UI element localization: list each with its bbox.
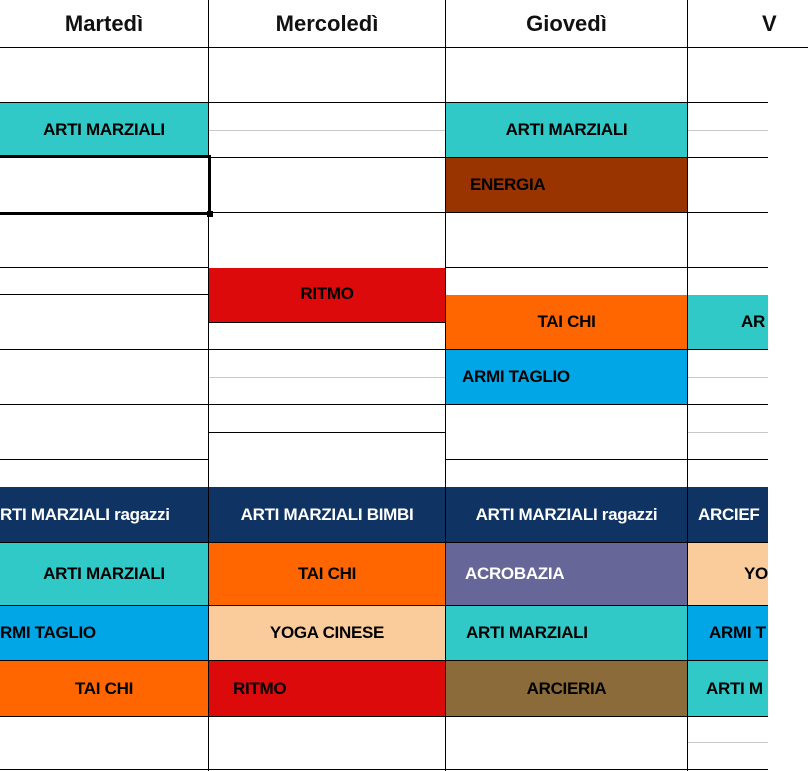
- class-label: YO: [744, 564, 768, 583]
- class-block-ven-ar-1[interactable]: [688, 295, 768, 350]
- class-block-mer-yoga-cinese[interactable]: [209, 606, 446, 661]
- class-block-gio-arcieria[interactable]: [446, 661, 688, 717]
- header-martedi[interactable]: Martedì: [0, 0, 209, 48]
- class-label: RMI TAGLIO: [0, 623, 96, 642]
- selected-cell-outline[interactable]: [0, 155, 211, 215]
- row-line: [0, 267, 208, 268]
- row-line: [209, 404, 445, 405]
- row-line: [209, 102, 445, 103]
- row-line: [688, 459, 768, 460]
- row-line: [0, 769, 768, 770]
- class-block-mar-armi-taglio[interactable]: [0, 606, 209, 661]
- class-label: RTI MARZIALI ragazzi: [0, 504, 170, 524]
- row-line: [0, 459, 208, 460]
- class-label: RITMO: [233, 678, 287, 698]
- row-line: [688, 377, 768, 378]
- row-line: [688, 130, 768, 131]
- class-label: ENERGIA: [470, 175, 546, 194]
- class-block-mar-arti-marziali-ragazzi[interactable]: [0, 487, 209, 543]
- row-line: [209, 432, 445, 433]
- class-block-mer-arti-marziali-bimbi[interactable]: [209, 487, 446, 543]
- class-label: ARCIEF: [698, 504, 760, 524]
- class-label: ARMI T: [709, 623, 766, 642]
- row-line: [0, 294, 208, 295]
- class-label: AR: [741, 312, 765, 331]
- class-block-mer-tai-chi[interactable]: [209, 543, 446, 606]
- row-line: [446, 267, 688, 268]
- class-label: ARTI MARZIALI: [505, 120, 628, 139]
- class-block-gio-arti-marziali-2[interactable]: [446, 606, 688, 661]
- class-label: ARTI MARZIALI: [43, 564, 165, 583]
- class-block-gio-arti-marziali-1[interactable]: [446, 103, 688, 158]
- row-line: [688, 742, 768, 743]
- class-block-ven-arcieria-1[interactable]: [688, 487, 768, 543]
- class-block-gio-energia[interactable]: [446, 158, 688, 213]
- class-label: TAI CHI: [74, 678, 134, 698]
- header-venerdi-partial[interactable]: V: [688, 0, 808, 48]
- class-label: ACROBAZIA: [465, 564, 565, 583]
- row-line: [0, 349, 208, 350]
- row-line: [688, 157, 768, 158]
- row-line: [209, 212, 445, 213]
- row-line: [688, 404, 768, 405]
- row-line: [446, 459, 688, 460]
- class-block-mar-tai-chi[interactable]: [0, 661, 209, 717]
- class-label: ARTI MARZIALI ragazzi: [475, 504, 658, 524]
- class-label: ARTI MARZIALI BIMBI: [240, 504, 414, 524]
- row-line: [209, 130, 445, 131]
- class-label: ARMI TAGLIO: [462, 367, 570, 386]
- class-block-gio-armi-taglio-1[interactable]: [446, 350, 688, 405]
- class-label: TAI CHI: [537, 312, 596, 331]
- class-block-mar-arti-marziali-2[interactable]: [0, 543, 209, 606]
- class-block-gio-acrobazia[interactable]: [446, 543, 688, 606]
- class-block-gio-arti-marziali-ragazzi[interactable]: [446, 487, 688, 543]
- row-line: [209, 157, 445, 158]
- class-block-ven-armi[interactable]: [688, 606, 768, 661]
- class-block-mer-ritmo-1[interactable]: [209, 268, 446, 323]
- header-giovedi[interactable]: Giovedì: [446, 0, 688, 48]
- row-line: [688, 212, 768, 213]
- fill-handle[interactable]: [207, 211, 213, 217]
- class-label: ARTI M: [706, 678, 763, 698]
- row-line: [688, 432, 768, 433]
- class-label: TAI CHI: [297, 564, 357, 583]
- class-block-mer-ritmo-2[interactable]: [209, 661, 446, 717]
- row-line: [209, 377, 445, 378]
- class-label: ARTI MARZIALI: [43, 120, 165, 139]
- class-label: RITMO: [300, 284, 354, 303]
- class-block-ven-yoga[interactable]: [688, 543, 768, 606]
- row-line: [0, 404, 208, 405]
- class-label: YOGA CINESE: [269, 623, 385, 642]
- row-line: [209, 349, 445, 350]
- class-label: ARCIERIA: [526, 678, 607, 698]
- class-label: ARTI MARZIALI: [466, 623, 588, 642]
- header-mercoledi[interactable]: Mercoledì: [209, 0, 446, 48]
- class-block-ven-arti-m[interactable]: [688, 661, 768, 717]
- row-line: [688, 267, 768, 268]
- row-line: [688, 102, 768, 103]
- class-block-gio-tai-chi-1[interactable]: [446, 295, 688, 350]
- class-block-mar-arti-marziali-1[interactable]: [0, 103, 209, 158]
